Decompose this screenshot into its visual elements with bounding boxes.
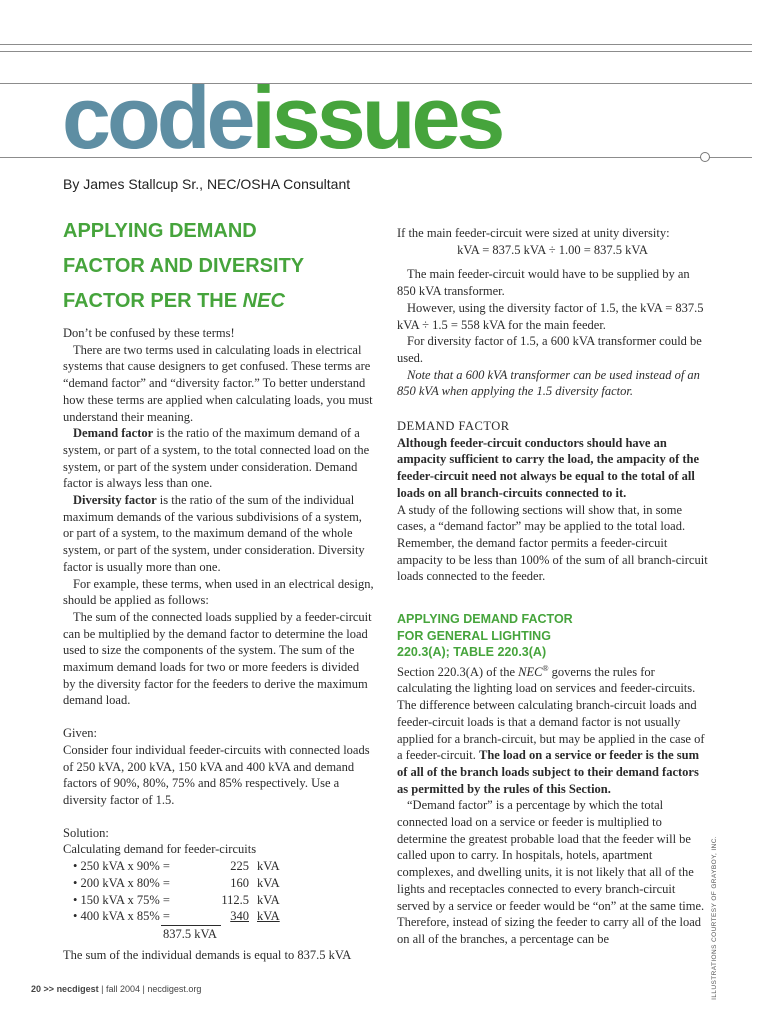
subhead-general-lighting: APPLYING DEMAND FACTOR FOR GENERAL LIGHTING 220.3(A); TABLE 220.3(A) — [397, 612, 573, 660]
solution-label: Solution: — [63, 825, 109, 840]
paragraph: “Demand factor” is a percentage by which the total connected load on a service or feeder is multiplied to determine the greatest probable load that the feeder will be called upon to carry. In hospitals, hotels, apartment complexes, and dwelling units, it is not likely that all of the lights and receptacles connected to every branch-circuit served by a service or feeder would be “on” at the same time. Therefore, instead of sizing the feeder to carry all of the load on all of the branches, a percentage can be — [397, 798, 705, 946]
paragraph: The sum of the individual demands is equal to 837.5 kVA — [63, 947, 352, 962]
paragraph: For diversity factor of 1.5, a 600 kVA transformer could be used. — [397, 334, 702, 365]
calc-row: • 250 kVA x 90% = 225 kVA — [73, 859, 280, 874]
page-footer: 20 >> necdigest | fall 2004 | necdigest.org — [31, 984, 202, 994]
calc-table — [63, 858, 374, 943]
paragraph: Diversity factor is the ratio of the sum of the individual maximum demands of the various subdivisions of a system, or part of a system, to the maximum demand of the whole system, or part of the system, under consideration. Diversity factor is usually more than one. — [63, 493, 365, 574]
masthead: codeissues — [62, 68, 502, 167]
right-column — [397, 225, 708, 948]
paragraph: Don’t be confused by these terms! — [63, 326, 235, 340]
paragraph: Demand factor is the ratio of the maximum demand of a system, or part of a system, to the total connected load on the system, or part of the system under consideration. Demand factor is always less than one. — [63, 426, 370, 491]
top-rule-2 — [0, 51, 752, 52]
calc-total: 837.5 kVA — [161, 925, 221, 943]
paragraph: The sum of the connected loads supplied by a feeder-circuit can be multiplied by the demand factor to determine the load used to size the components of the system. The sum of the maximum demand loads for two or more feeders is divided by the diversity factor for the feeders to derive the maximum demand load. — [63, 609, 372, 708]
top-rule-1 — [0, 44, 752, 45]
calc-row: • 200 kVA x 80% = 160 kVA — [73, 875, 280, 890]
given-text: Consider four individual feeder-circuits with connected loads of 250 kVA, 200 kVA, 150 kVA and 400 kVA and demand factors of 90%, 80%, 75% and 85% respectively. Use a diversity factor of 1.5. — [63, 742, 370, 807]
issue-date: fall 2004 — [105, 984, 140, 994]
website: necdigest.org — [147, 984, 202, 994]
paragraph: However, using the diversity factor of 1.5, the kVA = 837.5 kVA ÷ 1.5 = 558 kVA for the main feeder. — [397, 300, 704, 332]
calc-row: • 150 kVA x 75% = 112.5 kVA — [73, 892, 280, 907]
calc-row: • 400 kVA x 85% = 340 kVA — [73, 909, 280, 924]
paragraph: A study of the following sections will show that, in some cases, a “demand factor” may be applied to the total load. Remember, the demand factor permits a feeder-circuit ampacity to be less than 100% of the sum of all branch-circuit loads connected to the feeder. — [397, 502, 708, 584]
paragraph: Section 220.3(A) of the NEC® governs the rules for calculating the lighting load on services and feeder-circuits. The difference between calculating branch-circuit loads and feeder-circuit loads is that a demand factor is not usually applied for a branch-circuit, but may be applied in the case of a feeder-circuit. The load on a service or feeder is the sum of all of the branch loads subject to their demand factors as permitted by the rules of this Section. — [397, 663, 705, 796]
equation: kVA = 837.5 kVA ÷ 1.00 = 837.5 kVA — [457, 242, 648, 257]
calc-total-row — [73, 925, 374, 943]
paragraph: If the main feeder-circuit were sized at unity diversity: — [397, 226, 670, 240]
page-number: 20 — [31, 984, 42, 994]
given-label: Given: — [63, 726, 98, 741]
paragraph: The main feeder-circuit would have to be supplied by an 850 kVA transformer. — [397, 267, 690, 299]
paragraph: There are two terms used in calculating loads in electrical systems that cause designers to get confused. These terms are “demand factor” and “diversity factor.” To better understand how these terms are applied when calculating loads, you must understand their meaning. — [63, 342, 373, 424]
rule-circle-ornament — [700, 152, 710, 162]
article-headline: APPLYING DEMAND FACTOR AND DIVERSITY FACTOR PER THE NEC — [63, 220, 305, 312]
left-column — [63, 325, 374, 963]
illustration-credit: ILLUSTRATIONS COURTESY OF GRAYBOY, INC. — [711, 836, 718, 1000]
paragraph: Although feeder-circuit conductors should have an ampacity sufficient to carry the load, the ampacity of the feeder-circuit need not always be equal to the total of all loads on all branch-circuits connected to it. — [397, 435, 700, 500]
paragraph: Note that a 600 kVA transformer can be used instead of an 850 kVA when applying the 1.5 diversity factor. — [397, 367, 700, 399]
byline: By James Stallcup Sr., NEC/OSHA Consultant — [63, 176, 351, 192]
paragraph: For example, these terms, when used in an electrical design, should be applied as follows: — [63, 576, 374, 608]
section-head-demand-factor: DEMAND FACTOR — [397, 419, 510, 434]
publication-name: necdigest — [56, 984, 99, 994]
calc-title: Calculating demand for feeder-circuits — [63, 842, 257, 857]
